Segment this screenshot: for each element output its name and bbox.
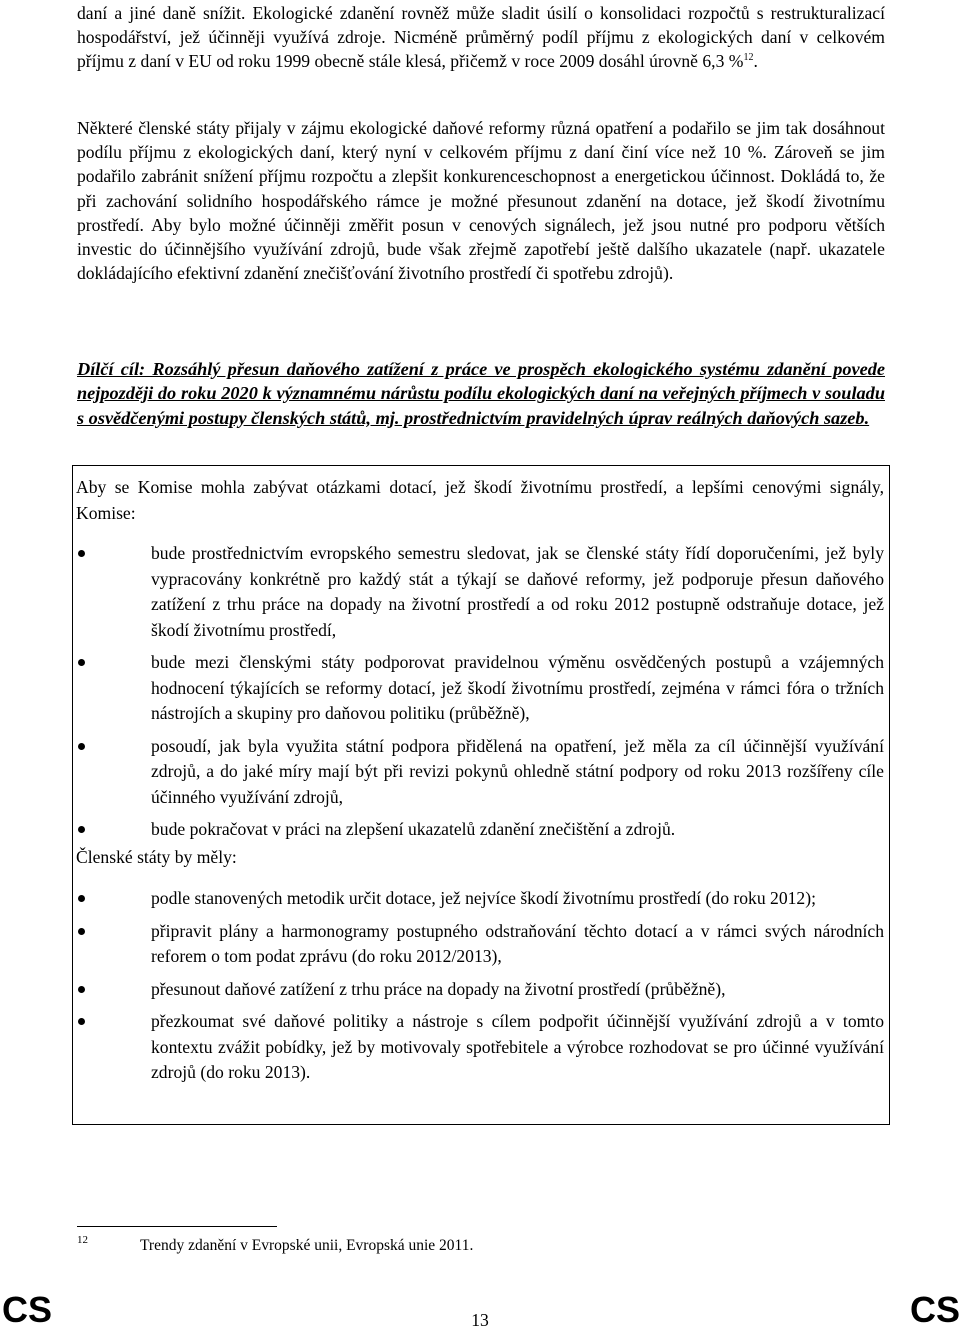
member-states-intro: Členské státy by měly: [76, 847, 237, 867]
footnote-number: 12 [77, 1234, 88, 1246]
footnote-text: Trendy zdanění v Evropské unii, Evropská unie 2011. [140, 1237, 474, 1254]
list-item: bude mezi členskými státy podporovat pravidelnou výměnu osvědčených postupů a vzájemných hodnocení týkajících se reformy dotací, jež škodí životnímu prostředí, zejména v rámci fóra o tržních nástrojích a skupiny pro daňovou politiku (průběžně), [76, 650, 884, 727]
footnote-reference[interactable]: 12 [743, 52, 754, 64]
bullet-icon [78, 986, 85, 993]
bullet-icon [78, 826, 85, 833]
bullet-icon [78, 928, 85, 935]
language-code-right: CS [909, 1289, 960, 1330]
bullet-icon [78, 743, 85, 750]
bullet-icon [78, 659, 85, 666]
member-states-actions-list [76, 886, 884, 1093]
list-item: posoudí, jak byla využita státní podpora přidělená na opatření, jež měla za cíl účinnější využívání zdrojů, a do jaké míry mají být při revizi pokynů ohledně státní podpory od roku 2013 rozšířeny cíle účinného využívání zdrojů, [76, 734, 884, 811]
bullet-icon [78, 550, 85, 557]
list-item: podle stanovených metodik určit dotace, jež nejvíce škodí životnímu prostředí (do roku 2012); [76, 886, 884, 912]
commission-actions-list [76, 541, 884, 850]
commission-intro: Aby se Komise mohla zabývat otázkami dotací, jež škodí životnímu prostředí, a lepšími cenovými signály, Komise: [76, 477, 884, 523]
list-item: bude pokračovat v práci na zlepšení ukazatelů zdanění znečištění a zdrojů. [76, 817, 884, 843]
paragraph-member-states-reforms: Některé členské státy přijaly v zájmu ekologické daňové reformy různá opatření a podařilo se jim tak dosáhnout podílu příjmu z ekologických daní, který nyní v celkovém příjmu z daní činí více než 10 %. Zároveň se jim podařilo zabránit snížení příjmu rozpočtu a zlepšit konkurenceschopnost a energetickou účinnost. Dokládá to, že při zachování solidního hospodářského rámce je možné přesunout zdanění na dotace, jež škodí životnímu prostředí. Aby bylo možné účinněji změřit posun v cenových signálech, jež jsou nutné pro podporu větších investic do účinnějšího využívání zdrojů, bude však zřejmě zapotřebí ještě dalšího ukazatele (např. ukazatele dokládajícího efektivní zdanění znečišťování životního prostředí či spotřebu zdrojů). [77, 118, 885, 284]
bullet-icon [78, 1018, 85, 1025]
list-item: bude prostřednictvím evropského semestru sledovat, jak se členské státy řídí doporučeními, jež byly vypracovány konkrétně pro každý stát a týkají se daňové reformy, jež podporuje přesun daňového zatížení z trhu práce na dopady na životní prostředí a od roku 2012 postupně odstraňuje dotace, jež škodí životnímu prostředí, [76, 541, 884, 643]
paragraph-top-text: daní a jiné daně snížit. Ekologické zdanění rovněž může sladit úsilí o konsolidaci rozpočtů s restrukturalizací hospodářství, jež účinněji využívá zdroje. Nicméně průměrný podíl příjmu z ekologických daní v celkovém příjmu z daní v EU od roku 1999 obecně stále klesá, přičemž v roce 2009 dosáhl úrovně 6,3 % [77, 3, 885, 72]
list-item: přesunout daňové zatížení z trhu práce na dopady na životní prostředí (průběžně), [76, 977, 884, 1003]
list-item: přezkoumat své daňové politiky a nástroje s cílem podpořit účinnější využívání zdrojů a v tomto kontextu zvážit pobídky, jež by motivovaly spotřebitele a výrobce rozhodovat se pro účinné využívání zdrojů (do roku 2013). [76, 1009, 884, 1086]
footnote-divider [77, 1226, 277, 1227]
language-code-left: CS [2, 1289, 53, 1330]
list-item: připravit plány a harmonogramy postupného odstraňování těchto dotací a v rámci svých národních reforem o tom podat zprávu (do roku 2012/2013), [76, 919, 884, 970]
paragraph-top-end: . [753, 51, 758, 72]
sub-goal-statement: Dílčí cíl: Rozsáhlý přesun daňového zatížení z práce ve prospěch ekologického systému zdanění povede nejpozději do roku 2020 k významnému nárůstu podílu ekologických daní na veřejných příjmech v souladu s osvědčenými postupy členských států, mj. prostřednictvím pravidelných úprav reálných daňových sazeb. [77, 359, 885, 428]
bullet-icon [78, 895, 85, 902]
paragraph-top [77, 1, 885, 74]
page-number: 13 [471, 1310, 489, 1330]
